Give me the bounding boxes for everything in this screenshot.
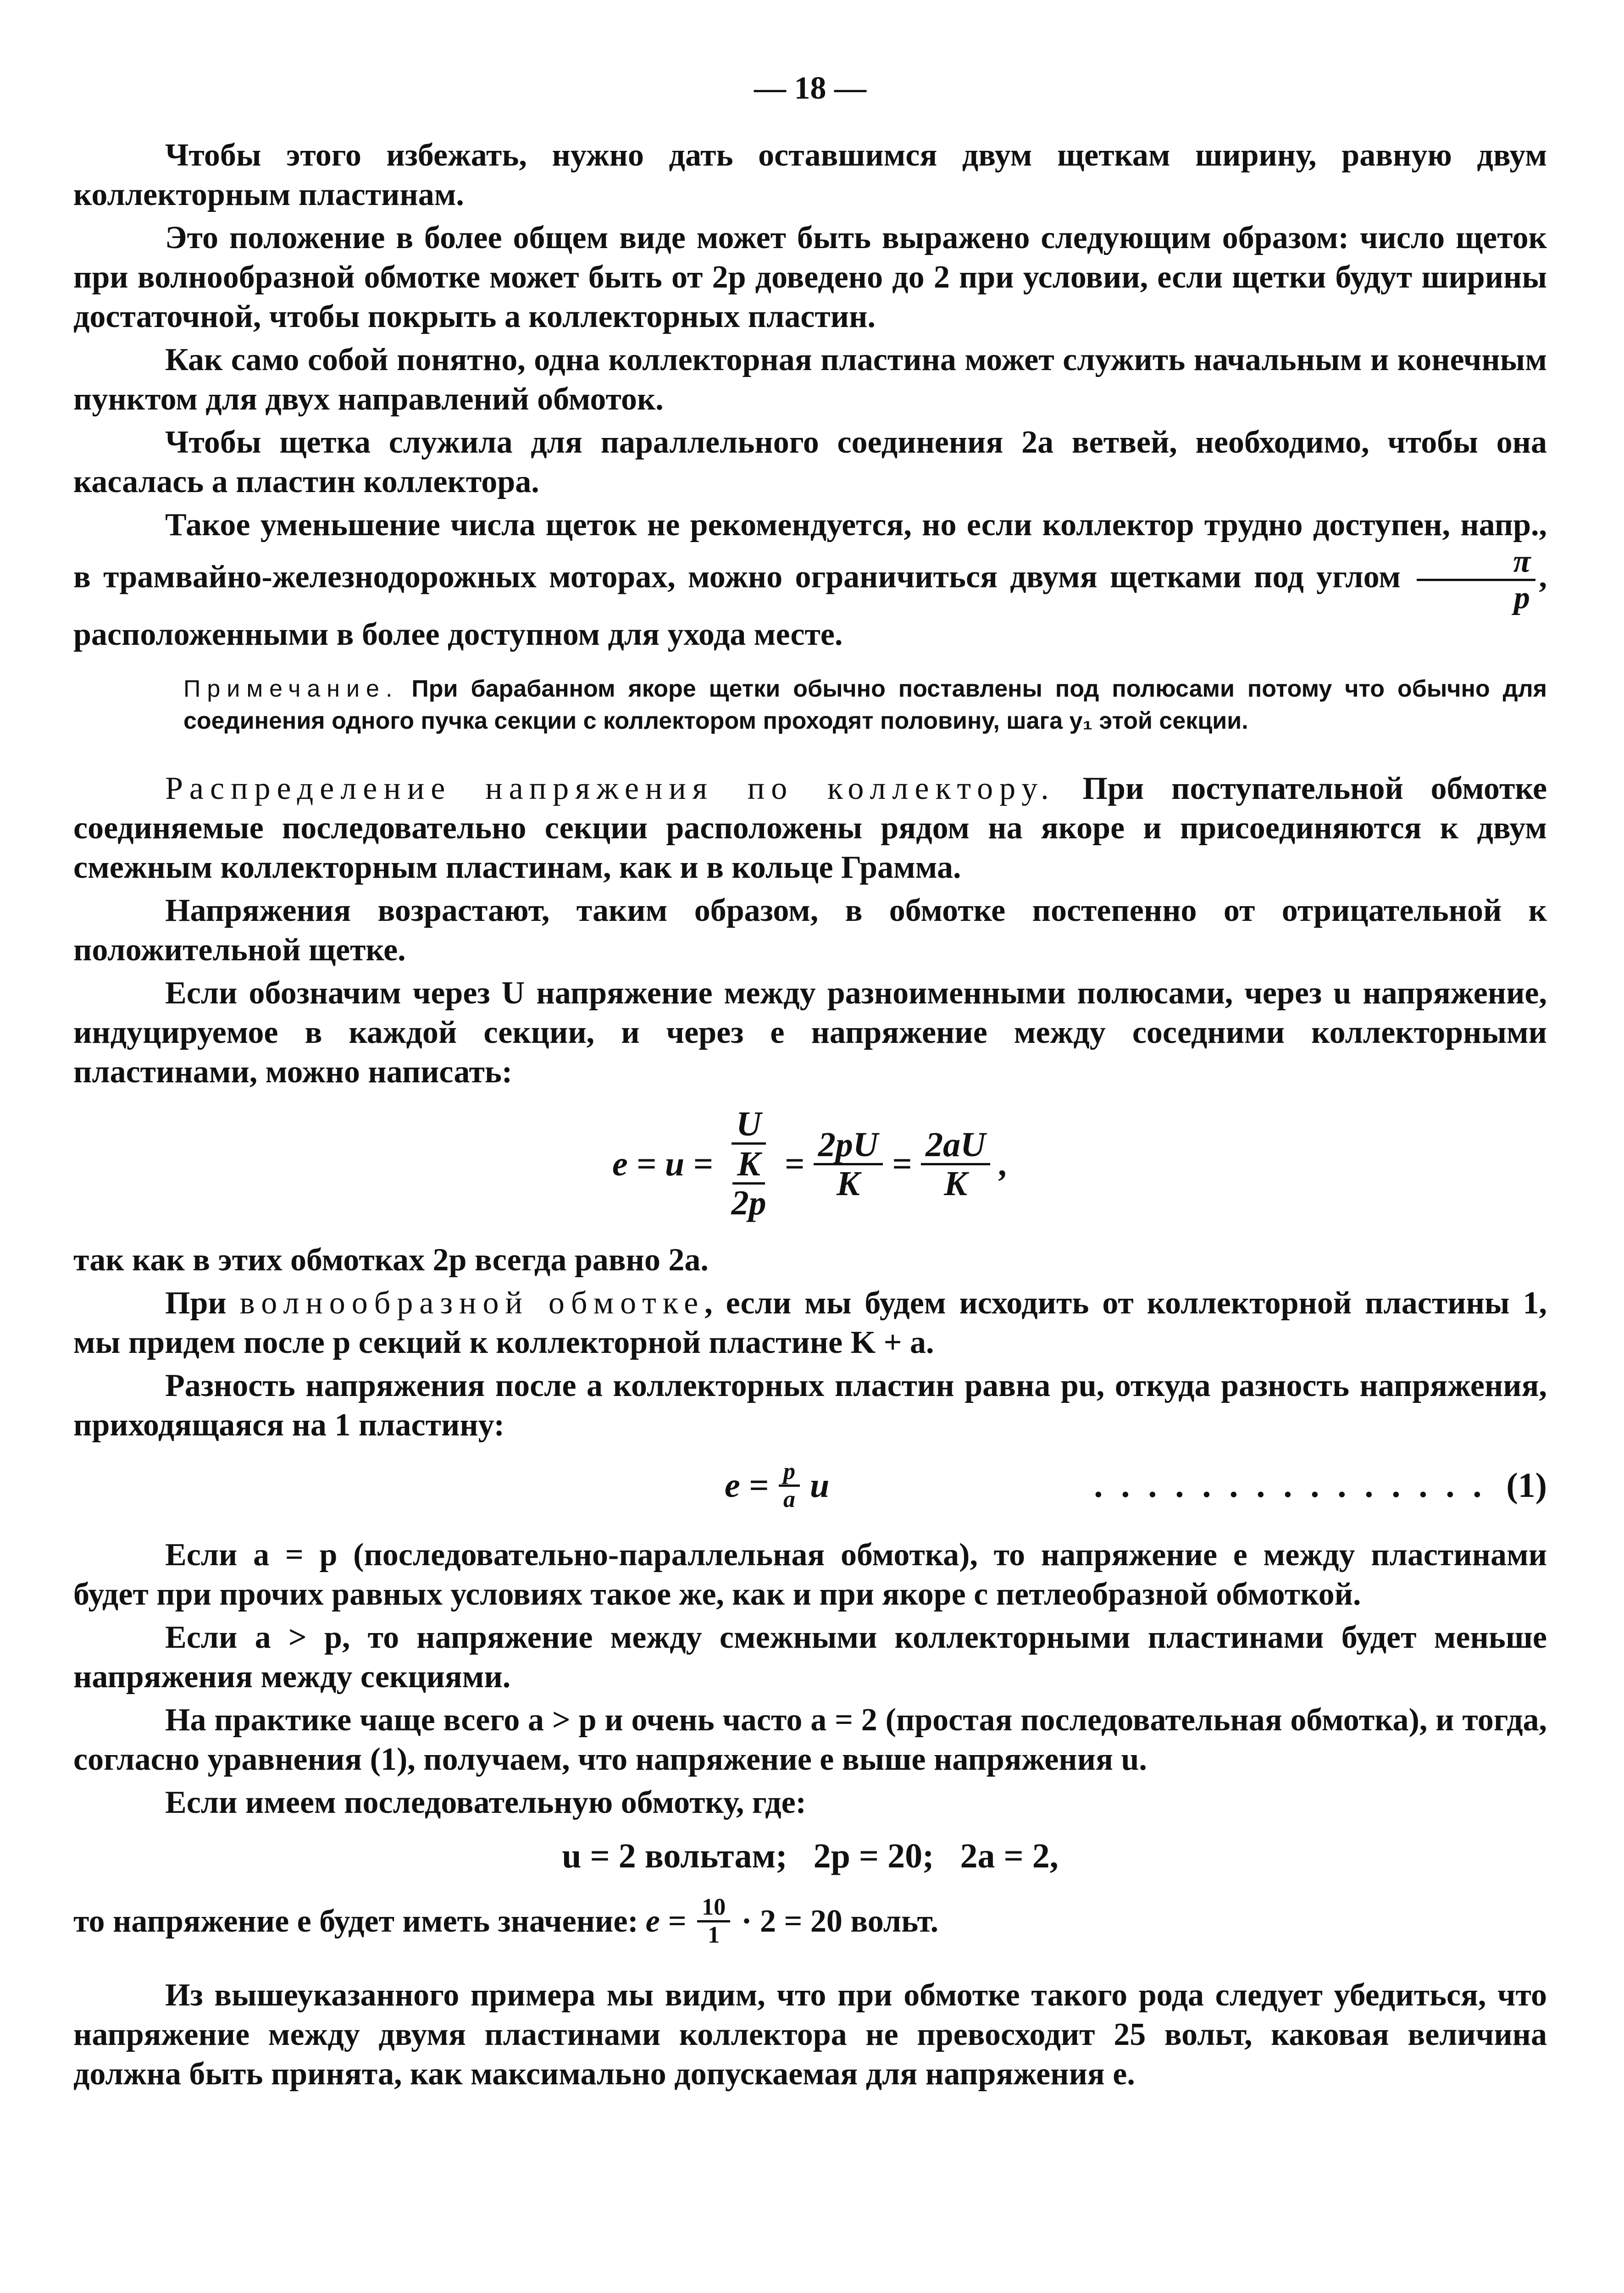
paragraph-5-text: Такое уменьшение числа щеток не рекомендуется, но если коллектор трудно доступен, напр., в трамвайно-железнодорожных моторах, можно ограничиться двумя щетками под углом — [73, 507, 1547, 595]
paragraph-4: Чтобы щетка служила для параллельного соединения 2a ветвей, необходимо, чтобы она касалась a пластин коллектора. — [73, 425, 1547, 499]
section-heading: Распределение напряжения по коллектору. — [165, 771, 1055, 806]
denominator: a — [783, 1486, 796, 1512]
paragraph-6 — [73, 769, 1547, 887]
note-label: Примечание. — [183, 676, 399, 702]
equals: = — [892, 1144, 912, 1183]
angle-fraction — [1417, 545, 1535, 615]
formula-lhs: e = — [645, 1903, 687, 1939]
paragraph-2: Это положение в более общем виде может быть выражено следующим образом: число щеток при волнообразной обмотке может быть от 2p доведено до 2 при условии, если щетки будут ширины достаточной, чтобы покрыть a коллекторных пластин. — [73, 220, 1547, 334]
formula-lhs: e = — [725, 1466, 769, 1505]
paragraph-5 — [73, 505, 1547, 654]
paragraph-9: так как в этих обмотках 2p всегда равно 2a. — [73, 1242, 709, 1278]
denominator: K — [837, 1164, 860, 1203]
denominator: K — [944, 1164, 967, 1203]
paragraph-16 — [73, 1894, 1547, 1948]
numerator: 2aU — [921, 1126, 990, 1165]
fraction-numerator: π — [1417, 545, 1535, 581]
paragraph-10-text: , если мы будем исходить от коллекторной пластины 1, мы придем после p секций к коллекторной пластине K + a. — [73, 1285, 1547, 1360]
equation-number: (1) — [1506, 1466, 1547, 1505]
leader-dots: ............... — [1094, 1466, 1500, 1505]
fraction-2au-over-k — [921, 1126, 990, 1202]
numerator: 10 — [697, 1894, 730, 1922]
paragraph-16-text: то напряжение e будет иметь значение: — [73, 1903, 638, 1939]
paragraph-14: На практике чаще всего a > p и очень часто a = 2 (простая последовательная обмотка), и тогда, согласно уравнения (1), получаем, что напряжение e выше напряжения u. — [73, 1702, 1547, 1777]
paragraph-3: Как само собой понятно, одна коллекторная пластина может служить начальным и конечным пунктом для двух направлений обмоток. — [73, 342, 1547, 417]
fraction-10-over-1 — [697, 1894, 730, 1948]
denominator: 1 — [708, 1922, 720, 1948]
comma: , — [999, 1144, 1009, 1183]
fraction-denominator: p — [1513, 580, 1530, 615]
formula-lhs: e = u = — [612, 1144, 713, 1183]
fraction-u-over-k-2p — [722, 1106, 776, 1222]
spaced-term: волнообразной обмотке — [239, 1285, 705, 1321]
denominator: 2p — [731, 1184, 766, 1222]
numerator: p — [779, 1459, 800, 1487]
page-number: — 18 — — [754, 71, 866, 106]
paragraph-6-text: При поступательной обмотке соединяемые последовательно секции расположены рядом на якоре и присоединяются к двум смежным коллекторным пластинам, как и в кольце Грамма. — [73, 771, 1547, 885]
nested-fraction — [722, 1145, 776, 1222]
paragraph-17: Из вышеуказанного примера мы видим, что при обмотке такого рода следует убедиться, что напряжение между двумя пластинами коллектора не превосходит 25 вольт, каковая величина должна быть принята, как максимально допускаемая для напряжения e. — [73, 1977, 1547, 2092]
formula-values: u = 2 вольтам; 2p = 20; 2a = 2, — [562, 1837, 1059, 1875]
formula-rhs: u — [810, 1466, 830, 1505]
paragraph-12: Если a = p (последовательно-параллельная обмотка), то напряжение e между пластинами будет при прочих равных условиях такое же, как и при якоре с петлеобразной обмоткой. — [73, 1537, 1547, 1612]
paragraph-10 — [73, 1284, 1547, 1363]
paragraph-13: Если a > p, то напряжение между смежными коллекторными пластинами будет меньше напряжения между секциями. — [73, 1620, 1547, 1695]
paragraph-11: Разность напряжения после a коллекторных пластин равна pu, откуда разность напряжения, приходящаяся на 1 пластину: — [73, 1368, 1547, 1443]
paragraph-8: Если обозначим через U напряжение между разноименными полюсами, через u напряжение, индуцируемое в каждой секции, и через e напряжение между соседними коллекторными пластинами, можно написать: — [73, 975, 1547, 1090]
paragraph-10-start: При — [165, 1285, 227, 1321]
paragraph-7: Напряжения возрастают, таким образом, в обмотке постепенно от отрицательной к положительной щетке. — [73, 893, 1547, 968]
note-text: При барабанном якоре щетки обычно поставлены под полюсами потому что обычно для соединения одного пучка секции с коллектором проходят половину, шага y₁ этой секции. — [183, 676, 1547, 734]
numerator: K — [732, 1146, 765, 1185]
fraction-p-over-a — [779, 1459, 800, 1512]
note — [183, 673, 1547, 737]
formula-voltage — [73, 1106, 1547, 1222]
equals: = — [784, 1144, 804, 1183]
formula-1 — [725, 1459, 1547, 1512]
numerator: 2pU — [814, 1126, 883, 1165]
paragraph-5-tail: , расположенными в более доступном для ухода месте. — [73, 559, 1547, 652]
paragraph-1: Чтобы этого избежать, нужно дать оставшимся двум щеткам ширину, равную двум коллекторным пластинам. — [73, 138, 1547, 212]
paragraph-15: Если имеем последовательную обмотку, где: — [165, 1785, 806, 1820]
numerator: U — [732, 1106, 766, 1145]
fraction-2pu-over-k — [814, 1126, 883, 1202]
formula-result: · 2 = 20 вольт. — [741, 1903, 939, 1939]
